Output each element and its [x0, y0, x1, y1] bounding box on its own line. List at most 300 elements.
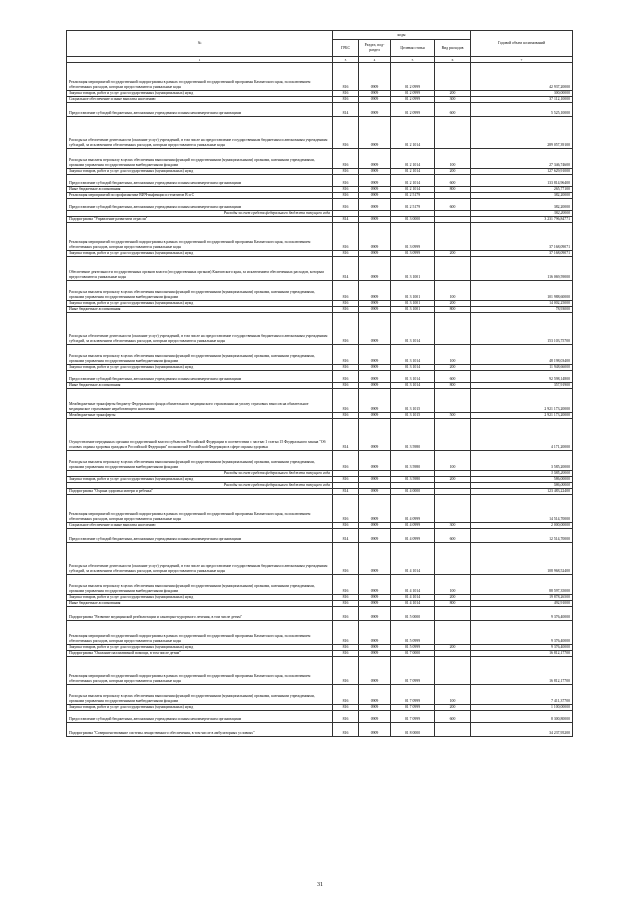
grbs-cell: 816 — [333, 523, 359, 529]
table-row — [67, 607, 573, 621]
section-cell: 0909 — [359, 281, 391, 301]
section-cell: 0909 — [359, 169, 391, 175]
description-cell: Расходы на обеспечение деятельности (оказание услуг) учреждений, в том числе на предоставление государственным бюджетным и автономным учреждениям субсидий, за исключением обеспеченных расходов, которым предоставляются уникальные коды — [67, 543, 333, 575]
table-row — [67, 223, 573, 251]
target-item-cell: 01 3 5980 — [391, 451, 435, 471]
table-row — [67, 103, 573, 117]
description-cell: Реализация мероприятий государственной подпрограммы в рамках государственной государственной программы Камчатского края, за исключением обеспеченных расходов, которым предоставляются уникальные коды — [67, 495, 333, 523]
description-cell: Предоставление субсидий бюджетным, автономным учреждениям и иным некоммерческим организациям — [67, 103, 333, 117]
header-expense-type: Вид расходов — [435, 40, 471, 57]
table-row — [67, 389, 573, 413]
description-cell: Расходы за счет средств федерального бюджета текущего года — [67, 211, 333, 217]
expense-type-cell: 200 — [435, 705, 471, 711]
description-cell: Реализация мероприятий по профилактике ВИЧ-инфекции и гепатитов В и С — [67, 193, 333, 199]
amount-cell: 3 585,20000 — [471, 471, 573, 477]
description-cell: Подпрограмма "Оказание паллиативной помощи, в том числе детям" — [67, 651, 333, 657]
description-cell: Подпрограмма "Управление развитием отрасли" — [67, 217, 333, 223]
description-cell: Расходы на выплаты персоналу в целях обеспечения выполнения функций государственными (муниципальными) органами, казенными учреждениями, органами управления государственными внебюджетными фондами — [67, 451, 333, 471]
section-cell: 0909 — [359, 543, 391, 575]
description-cell: Закупка товаров, работ и услуг для государственных (муниципальных) нужд — [67, 595, 333, 601]
column-number: 4 — [359, 57, 391, 63]
table-row — [67, 149, 573, 169]
target-item-cell: 01 3 1014 — [391, 365, 435, 371]
grbs-cell: 816 — [333, 651, 359, 657]
description-cell: Подпрограмма "Развитие медицинской реабилитации и санаторно-курортного лечения, в том числе детям" — [67, 607, 333, 621]
section-cell: 0909 — [359, 651, 391, 657]
expense-type-cell: 100 — [435, 685, 471, 705]
amount-cell: 3 585,20000 — [471, 451, 573, 471]
section-cell: 0909 — [359, 313, 391, 345]
description-cell: Закупка товаров, работ и услуг для государственных (муниципальных) нужд — [67, 91, 333, 97]
description-cell: Предоставление субсидий бюджетным, автономным учреждениям и иным некоммерческим организациям — [67, 529, 333, 543]
target-item-cell: 01 3 1015 — [391, 389, 435, 413]
grbs-cell: 816 — [333, 117, 359, 149]
grbs-cell: 816 — [333, 575, 359, 595]
grbs-cell: 814 — [333, 257, 359, 281]
table-row — [67, 543, 573, 575]
expense-type-cell: 300 — [435, 97, 471, 103]
expense-type-cell — [435, 389, 471, 413]
amount-cell: 27 346,74600 — [471, 149, 573, 169]
grbs-cell: 816 — [333, 365, 359, 371]
table-row — [67, 575, 573, 595]
description-cell: Предоставление субсидий бюджетным, автономным учреждениям и иным некоммерческим организациям — [67, 711, 333, 723]
target-item-cell: 01 3 5980 — [391, 477, 435, 483]
amount-cell: 1 100,00000 — [471, 705, 573, 711]
amount-cell: 37 168,09071 — [471, 223, 573, 251]
section-cell: 0909 — [359, 97, 391, 103]
section-cell: 0909 — [359, 389, 391, 413]
amount-cell: 4 171,20000 — [471, 419, 573, 451]
table-row — [67, 117, 573, 149]
expense-type-cell — [435, 257, 471, 281]
grbs-cell: 816 — [333, 169, 359, 175]
description-cell: Иные бюджетные ассигнования — [67, 383, 333, 389]
expense-type-cell: 600 — [435, 711, 471, 723]
target-item-cell: 01 3 1014 — [391, 371, 435, 383]
expense-type-cell: 200 — [435, 301, 471, 307]
grbs-cell: 816 — [333, 601, 359, 607]
target-item-cell: 01 3 1014 — [391, 345, 435, 365]
description-cell: Расходы на выплаты персоналу в целях обеспечения выполнения функций государственными (муниципальными) органами, казенными учреждениями, органами управления государственными внебюджетными фондами — [67, 685, 333, 705]
description-cell: Подпрограмма "Охрана здоровья матери и ребенка" — [67, 489, 333, 495]
target-item-cell: 01 4 1014 — [391, 595, 435, 601]
description-cell: Иные бюджетные ассигнования — [67, 187, 333, 193]
amount-cell: 78,93000 — [471, 307, 573, 313]
grbs-cell: 816 — [333, 705, 359, 711]
amount-cell: 382,20000 — [471, 199, 573, 211]
grbs-cell: 816 — [333, 543, 359, 575]
grbs-cell: 816 — [333, 645, 359, 651]
column-number: 3 — [333, 57, 359, 63]
target-item-cell: 01 7 0999 — [391, 685, 435, 705]
description-cell: Межбюджетные трансферты бюджету Федерального фонда обязательного медицинского страхования на уплату страховых взносов на обязательное медицинское страхование неработающего населения — [67, 389, 333, 413]
section-cell: 0909 — [359, 301, 391, 307]
expense-type-cell: 600 — [435, 175, 471, 187]
header-section: Раздел, под-раздел — [359, 40, 391, 57]
amount-cell: 11 948,66000 — [471, 365, 573, 371]
grbs-cell: 816 — [333, 711, 359, 723]
section-cell: 0909 — [359, 217, 391, 223]
expense-type-cell: 100 — [435, 575, 471, 595]
target-item-cell: 01 4 1014 — [391, 543, 435, 575]
amount-cell: 3 231 796,84771 — [471, 217, 573, 223]
target-item-cell: 01 7 0999 — [391, 711, 435, 723]
page-number: 31 — [317, 882, 323, 888]
target-item-cell: 01 2 0999 — [391, 63, 435, 91]
grbs-cell: 814 — [333, 103, 359, 117]
section-cell: 0909 — [359, 529, 391, 543]
amount-cell: 586,00000 — [471, 483, 573, 489]
table-row — [67, 257, 573, 281]
expense-type-cell: 100 — [435, 149, 471, 169]
target-item-cell: 01 5 0000 — [391, 607, 435, 621]
expense-type-cell: 800 — [435, 383, 471, 389]
description-cell: Реализация мероприятий государственной подпрограммы в рамках государственной государственной программы Камчатского края, за исключением обеспеченных расходов, которым предоставляются уникальные коды — [67, 223, 333, 251]
amount-cell: 19 878,26500 — [471, 595, 573, 601]
expense-type-cell: 800 — [435, 601, 471, 607]
description-cell: Иные бюджетные ассигнования — [67, 601, 333, 607]
section-cell: 0909 — [359, 711, 391, 723]
amount-cell: 133 814,96400 — [471, 175, 573, 187]
section-cell: 0909 — [359, 601, 391, 607]
section-cell: 0909 — [359, 705, 391, 711]
target-item-cell: 01 2 0999 — [391, 103, 435, 117]
expense-type-cell: 100 — [435, 345, 471, 365]
amount-cell: 14 514,70000 — [471, 495, 573, 523]
section-cell: 0909 — [359, 63, 391, 91]
description-cell: Закупка товаров, работ и услуг для государственных (муниципальных) нужд — [67, 365, 333, 371]
expense-type-cell: 200 — [435, 595, 471, 601]
table-row — [67, 313, 573, 345]
grbs-cell: 816 — [333, 451, 359, 471]
section-cell: 0909 — [359, 495, 391, 523]
table-row — [67, 529, 573, 543]
grbs-cell: 816 — [333, 199, 359, 211]
expense-type-cell: 800 — [435, 187, 471, 193]
amount-cell: 42 937,20000 — [471, 63, 573, 91]
table-row — [67, 199, 573, 211]
section-cell: 0909 — [359, 307, 391, 313]
expense-type-cell: 200 — [435, 91, 471, 97]
amount-cell: 88 597,35000 — [471, 575, 573, 595]
expense-type-cell — [435, 495, 471, 523]
target-item-cell: 01 7 0000 — [391, 651, 435, 657]
amount-cell: 37 112,10000 — [471, 97, 573, 103]
target-item-cell: 01 3 0999 — [391, 223, 435, 251]
amount-cell: 8 300,80000 — [471, 711, 573, 723]
target-item-cell: 01 4 1014 — [391, 601, 435, 607]
expense-type-cell: 600 — [435, 103, 471, 117]
grbs-cell: 816 — [333, 301, 359, 307]
column-number: 6 — [435, 57, 471, 63]
description-cell: Расходы на выплаты персоналу в целях обеспечения выполнения функций государственными (муниципальными) органами, казенными учреждениями, органами управления государственными внебюджетными фондами — [67, 149, 333, 169]
amount-cell: 300,00000 — [471, 91, 573, 97]
section-cell: 0909 — [359, 419, 391, 451]
section-cell: 0909 — [359, 383, 391, 389]
table-row — [67, 63, 573, 91]
amount-cell: 34 237,95200 — [471, 723, 573, 737]
grbs-cell: 816 — [333, 63, 359, 91]
grbs-cell: 816 — [333, 657, 359, 685]
target-item-cell: 01 2 1014 — [391, 187, 435, 193]
target-item-cell: 01 2 1014 — [391, 149, 435, 169]
expense-type-cell — [435, 723, 471, 737]
grbs-cell: 816 — [333, 607, 359, 621]
target-item-cell: 01 3 0999 — [391, 251, 435, 257]
grbs-cell: 814 — [333, 419, 359, 451]
description-cell: Социальное обеспечение и иные выплаты населению — [67, 97, 333, 103]
amount-cell: 5 525,10000 — [471, 103, 573, 117]
expense-type-cell — [435, 63, 471, 91]
grbs-cell: 816 — [333, 621, 359, 645]
section-cell: 0909 — [359, 575, 391, 595]
target-item-cell: 01 3 1001 — [391, 257, 435, 281]
column-number: 7 — [471, 57, 573, 63]
expense-type-cell: 500 — [435, 413, 471, 419]
expense-type-cell: 800 — [435, 307, 471, 313]
section-cell: 0909 — [359, 523, 391, 529]
expense-type-cell: 100 — [435, 451, 471, 471]
amount-cell: 37 168,09071 — [471, 251, 573, 257]
description-cell: Реализация мероприятий государственной подпрограммы в рамках государственной государственной программы Камчатского края, за исключением обеспеченных расходов, которым предоставляются уникальные коды — [67, 621, 333, 645]
amount-cell: 14 002,25000 — [471, 301, 573, 307]
description-cell: Закупка товаров, работ и услуг для государственных (муниципальных) нужд — [67, 645, 333, 651]
target-item-cell: 01 2 1014 — [391, 175, 435, 187]
grbs-cell: 816 — [333, 413, 359, 419]
target-item-cell: 01 7 0999 — [391, 657, 435, 685]
target-item-cell: 01 2 5179 — [391, 193, 435, 199]
amount-cell: 16 812,17700 — [471, 657, 573, 685]
table-row — [67, 451, 573, 471]
target-item-cell: 01 7 0999 — [391, 705, 435, 711]
target-item-cell: 01 3 1001 — [391, 301, 435, 307]
amount-cell: 153 103,75700 — [471, 313, 573, 345]
expense-type-cell: 600 — [435, 199, 471, 211]
amount-cell: 127 629,91000 — [471, 169, 573, 175]
section-cell: 0909 — [359, 345, 391, 365]
table-body — [67, 63, 573, 737]
grbs-cell: 816 — [333, 175, 359, 187]
grbs-cell: 816 — [333, 193, 359, 199]
description-cell: Реализация мероприятий государственной подпрограммы в рамках государственной государственной программы Камчатского края, за исключением обеспеченных расходов, которым предоставляются уникальные коды — [67, 657, 333, 685]
section-cell: 0909 — [359, 187, 391, 193]
target-item-cell: 01 3 0000 — [391, 217, 435, 223]
grbs-cell: 816 — [333, 345, 359, 365]
amount-cell: 586,00000 — [471, 477, 573, 483]
grbs-cell: 816 — [333, 149, 359, 169]
description-cell: Социальное обеспечение и иные выплаты населению — [67, 523, 333, 529]
description-cell: Обеспечение деятельности государственных органов власти (государственных органов) Камчатского края, за исключением обеспеченных расходов, которым предоставляются уникальные коды — [67, 257, 333, 281]
amount-cell: 92 598,14800 — [471, 371, 573, 383]
grbs-cell: 816 — [333, 595, 359, 601]
expense-type-cell — [435, 657, 471, 685]
section-cell: 0909 — [359, 223, 391, 251]
expense-type-cell: 600 — [435, 371, 471, 383]
description-cell: Закупка товаров, работ и услуг для государственных (муниципальных) нужд — [67, 705, 333, 711]
description-cell: Межбюджетные трансферты — [67, 413, 333, 419]
section-cell: 0909 — [359, 685, 391, 705]
amount-cell: 289 057,39100 — [471, 117, 573, 149]
description-cell: Расходы на выплаты персоналу в целях обеспечения выполнения функций государственными (муниципальными) органами, казенными учреждениями, органами управления государственными внебюджетными фондами — [67, 281, 333, 301]
grbs-cell: 816 — [333, 313, 359, 345]
section-cell: 0909 — [359, 477, 391, 483]
grbs-cell: 816 — [333, 281, 359, 301]
column-number: 5 — [391, 57, 435, 63]
section-cell: 0909 — [359, 251, 391, 257]
section-cell: 0909 — [359, 645, 391, 651]
target-item-cell: 01 8 0000 — [391, 723, 435, 737]
header-description: № — [67, 31, 333, 57]
grbs-cell: 816 — [333, 371, 359, 383]
header-amount: Годовой объем ассигнований — [471, 31, 573, 57]
amount-cell: 101 988,60000 — [471, 281, 573, 301]
grbs-cell: 816 — [333, 307, 359, 313]
amount-cell: 382,20000 — [471, 193, 573, 199]
expense-type-cell: 200 — [435, 477, 471, 483]
column-number: 1 — [67, 57, 333, 63]
description-cell: Закупка товаров, работ и услуг для государственных (муниципальных) нужд — [67, 169, 333, 175]
amount-cell: 9 376,40000 — [471, 621, 573, 645]
section-cell: 0909 — [359, 413, 391, 419]
description-cell: Иные бюджетные ассигнования — [67, 307, 333, 313]
description-cell: Закупка товаров, работ и услуг для государственных (муниципальных) нужд — [67, 301, 333, 307]
section-cell: 0909 — [359, 365, 391, 371]
target-item-cell: 01 4 1014 — [391, 575, 435, 595]
section-cell: 0909 — [359, 193, 391, 199]
grbs-cell: 816 — [333, 223, 359, 251]
amount-cell: 2 921 173,20000 — [471, 389, 573, 413]
section-cell: 0909 — [359, 175, 391, 187]
expense-type-cell — [435, 313, 471, 345]
description-cell: Расходы на выплаты персоналу в целях обеспечения выполнения функций государственными (муниципальными) органами, казенными учреждениями, органами управления государственными внебюджетными фондами — [67, 575, 333, 595]
expense-type-cell: 200 — [435, 365, 471, 371]
target-item-cell: 01 3 1014 — [391, 313, 435, 345]
target-item-cell: 01 2 5179 — [391, 199, 435, 211]
section-cell: 0909 — [359, 117, 391, 149]
amount-cell: 116 069,59000 — [471, 257, 573, 281]
target-item-cell: 01 4 0000 — [391, 489, 435, 495]
amount-cell: 9 376,40000 — [471, 645, 573, 651]
amount-cell: 357,91900 — [471, 383, 573, 389]
description-cell: Реализация мероприятий государственной подпрограммы в рамках государственной государственной программы Камчатского края, за исключением обеспеченных расходов, которым предоставляются уникальные коды — [67, 63, 333, 91]
amount-cell: 108 968,52400 — [471, 543, 573, 575]
table-row — [67, 723, 573, 737]
amount-cell: 48 198,03400 — [471, 345, 573, 365]
amount-cell: 123 483,22400 — [471, 489, 573, 495]
section-cell: 0909 — [359, 489, 391, 495]
grbs-cell: 816 — [333, 477, 359, 483]
description-cell: Расходы за счет средств федерального бюджета текущего года — [67, 471, 333, 477]
target-item-cell: 01 3 1001 — [391, 307, 435, 313]
section-cell: 0909 — [359, 257, 391, 281]
description-cell: Расходы на обеспечение деятельности (оказание услуг) учреждений, в том числе на предоставление государственным бюджетным и автономным учреждениям субсидий, за исключением обеспеченных расходов, которым предоставляются уникальные коды — [67, 313, 333, 345]
grbs-cell: 816 — [333, 97, 359, 103]
section-cell: 0909 — [359, 657, 391, 685]
table-row — [67, 371, 573, 383]
grbs-cell: 816 — [333, 685, 359, 705]
section-cell: 0909 — [359, 607, 391, 621]
table-row — [67, 345, 573, 365]
description-cell: Предоставление субсидий бюджетным, автономным учреждениям и иным некоммерческим организациям — [67, 371, 333, 383]
target-item-cell: 01 2 1014 — [391, 169, 435, 175]
amount-cell: 2 000,00000 — [471, 523, 573, 529]
section-cell: 0909 — [359, 91, 391, 97]
description-cell: Осуществление переданных органам государственной власти субъектов Российской Федерации в соответствии с частью 1 статьи 15 Федерального закона "Об основах охраны здоровья граждан в Российской Федерации" полномочий Российской Федерации в сфере охраны здоровья — [67, 419, 333, 451]
header-grbs: ГРБС — [333, 40, 359, 57]
expense-type-cell: 200 — [435, 169, 471, 175]
grbs-cell: 814 — [333, 529, 359, 543]
grbs-cell: 816 — [333, 495, 359, 523]
table-row — [67, 685, 573, 705]
grbs-cell: 816 — [333, 723, 359, 737]
section-cell: 0909 — [359, 723, 391, 737]
grbs-cell: 816 — [333, 251, 359, 257]
description-cell: Расходы на выплаты персоналу в целях обеспечения выполнения функций государственными (муниципальными) органами, казенными учреждениями, органами управления государственными внебюджетными фондами — [67, 345, 333, 365]
description-cell: Закупка товаров, работ и услуг для государственных (муниципальных) нужд — [67, 477, 333, 483]
table-row — [67, 175, 573, 187]
grbs-cell: 816 — [333, 383, 359, 389]
expense-type-cell: 300 — [435, 523, 471, 529]
table-row — [67, 281, 573, 301]
amount-cell: 265,77100 — [471, 187, 573, 193]
section-cell: 0909 — [359, 595, 391, 601]
expense-type-cell: 200 — [435, 251, 471, 257]
section-cell: 0909 — [359, 103, 391, 117]
amount-cell: 12 514,70000 — [471, 529, 573, 543]
header-target-item: Целевая статья — [391, 40, 435, 57]
target-item-cell: 01 5 0999 — [391, 621, 435, 645]
section-cell: 0909 — [359, 199, 391, 211]
expense-type-cell — [435, 543, 471, 575]
expense-type-cell — [435, 607, 471, 621]
description-cell: Предоставление субсидий бюджетным, автономным учреждениям и иным некоммерческим организациям — [67, 199, 333, 211]
expense-type-cell — [435, 419, 471, 451]
expense-type-cell: 600 — [435, 529, 471, 543]
description-cell: Расходы на обеспечение деятельности (оказание услуг) учреждений, в том числе на предоставление государственным бюджетным и автономным учреждениям субсидий, за исключением обеспеченных расходов, которым предоставляются уникальные коды — [67, 117, 333, 149]
target-item-cell: 01 3 1001 — [391, 281, 435, 301]
table-row — [67, 657, 573, 685]
section-cell: 0909 — [359, 451, 391, 471]
grbs-cell: 816 — [333, 91, 359, 97]
description-cell: Подпрограмма "Совершенствование системы лекарственного обеспечения, в том числе в амбулаторных условиях" — [67, 723, 333, 737]
expense-type-cell — [435, 223, 471, 251]
section-cell: 0909 — [359, 149, 391, 169]
expense-type-cell — [435, 117, 471, 149]
grbs-cell: 816 — [333, 389, 359, 413]
description-cell: Закупка товаров, работ и услуг для государственных (муниципальных) нужд — [67, 251, 333, 257]
grbs-cell: 814 — [333, 489, 359, 495]
target-item-cell: 01 2 1014 — [391, 117, 435, 149]
amount-cell: 2 921 173,20000 — [471, 413, 573, 419]
expense-type-cell: 200 — [435, 645, 471, 651]
grbs-cell: 814 — [333, 217, 359, 223]
amount-cell: 9 376,40000 — [471, 607, 573, 621]
target-item-cell: 01 3 1015 — [391, 413, 435, 419]
section-cell: 0909 — [359, 621, 391, 645]
expense-type-cell — [435, 621, 471, 645]
target-item-cell: 01 3 5980 — [391, 419, 435, 451]
amount-cell: 382,20000 — [471, 211, 573, 217]
header-codes: коды — [333, 31, 471, 40]
table-row — [67, 495, 573, 523]
target-item-cell: 01 2 0999 — [391, 97, 435, 103]
description-cell: Предоставление субсидий бюджетным, автономным учреждениям и иным некоммерческим организациям — [67, 175, 333, 187]
grbs-cell: 816 — [333, 187, 359, 193]
target-item-cell: 01 3 1014 — [391, 383, 435, 389]
target-item-cell: 01 2 0999 — [391, 91, 435, 97]
target-item-cell: 01 4 0999 — [391, 523, 435, 529]
